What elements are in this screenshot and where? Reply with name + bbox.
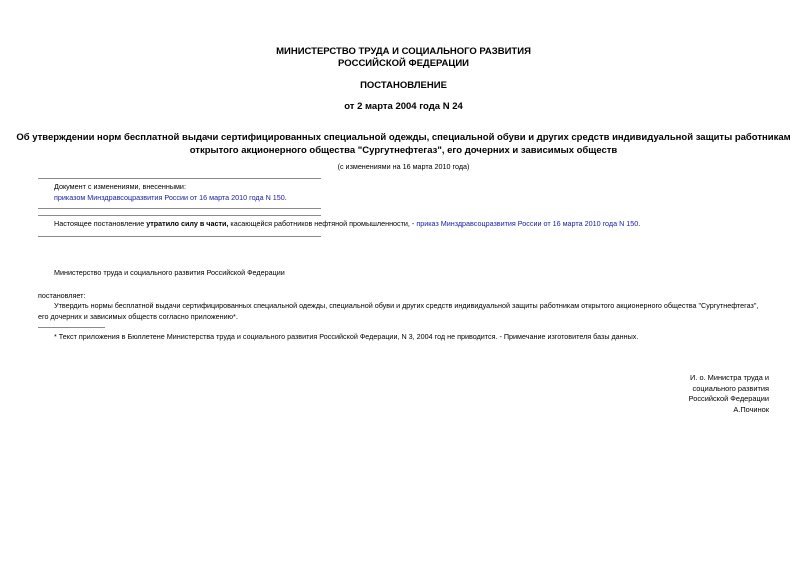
signature-position-line1: И. о. Министра труда и [690,373,769,382]
changes-box-bottom-rule [38,208,321,209]
changes-box-label: Документ с изменениями, внесенными: [54,182,186,191]
amending-order-link[interactable]: приказом Минздравсоцразвития России от 16 марта 2010 года N 150 [54,193,285,202]
lost-force-bold: утратило силу в части, [146,219,229,228]
lost-force-notice [54,218,640,229]
changes-box-top-rule [38,178,321,179]
issuing-authority: Министерство труда и социального развития Российской Федерации [54,268,285,277]
ministry-name-line2: РОССИЙСКОЙ ФЕДЕРАЦИИ [337,58,469,69]
resolves-text: постановляет: [38,291,86,300]
signature-position-line2: социального развития [692,383,769,393]
document-type: ПОСТАНОВЛЕНИЕ [360,80,447,91]
changes-box-link-line [54,192,287,203]
lost-force-suffix: . [638,219,641,228]
lost-force-top-rule [38,215,321,216]
signatory-name: А.Починок [733,404,769,414]
lost-force-middle: касающейся работников нефтяной промышленности, - [228,219,417,228]
document-title-line2: открытого акционерного общества "Сургутнефтегаз", его дочерних и зависимых обществ [189,145,618,156]
lost-force-bottom-rule [38,236,321,237]
lost-force-prefix: Настоящее постановление [54,219,147,228]
document-date: от 2 марта 2004 года N 24 [344,101,463,112]
footnote-rule [38,327,105,328]
amendment-note: (с изменениями на 16 марта 2010 года) [337,162,470,171]
ministry-name-line1: МИНИСТЕРСТВО ТРУДА И СОЦИАЛЬНОГО РАЗВИТИЯ [276,46,531,57]
changes-box-link-suffix: . [284,193,287,202]
document-title-line1: Об утверждении норм бесплатной выдачи сертифицированных специальной одежды, специальной обуви и других средств индивидуальной защиты работникам [16,132,791,143]
footnote-text: * Текст приложения в Бюллетене Министерства труда и социального развития Российской Федерации, N 3, 2004 год не приводится. - Примечание изготовителя базы данных. [54,332,639,341]
repealing-order-link[interactable]: приказ Минздравсоцразвития России от 16 марта 2010 года N 150 [416,219,639,228]
resolution-paragraph: Утвердить нормы бесплатной выдачи сертифицированных специальной одежды, специальной обуви и других средств индивидуальной защиты работникам открытого акционерного общества "Сургутнефтегаз", его дочерних и зависимых обществ согласно приложению*. [38,301,759,321]
signature-position-line3: Российской Федерации [688,394,769,403]
